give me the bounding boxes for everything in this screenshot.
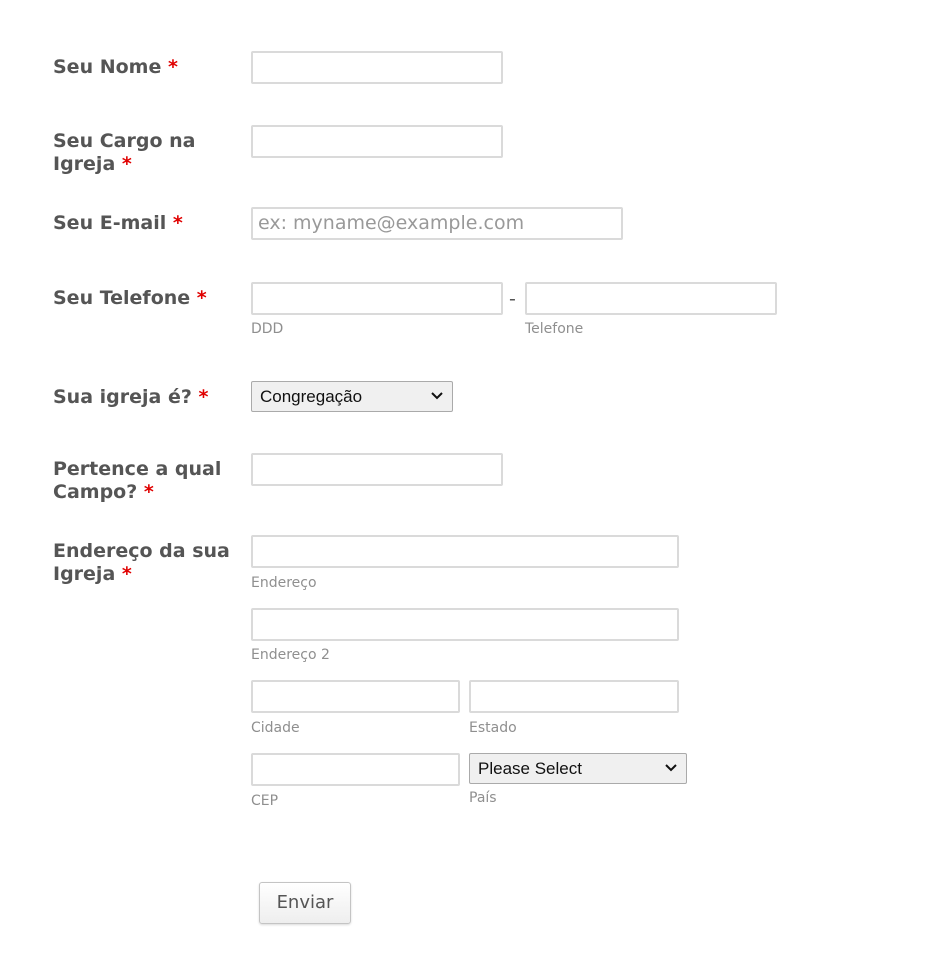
endereco-label: [53, 540, 230, 586]
endereco-label-line1: Endereço da sua: [53, 540, 230, 562]
required-marker: *: [143, 481, 154, 503]
city-input[interactable]: [251, 680, 460, 713]
required-marker: *: [121, 153, 132, 175]
telefone-label: [53, 287, 207, 310]
cargo-label-line2: Igreja: [53, 153, 116, 175]
country-select[interactable]: [469, 753, 687, 784]
nome-input[interactable]: [251, 51, 503, 84]
cargo-label: [53, 130, 195, 176]
telefone-input[interactable]: [525, 282, 777, 315]
telefone-label-text: Seu Telefone: [53, 287, 191, 309]
igreja-select-value: Congregação: [260, 387, 363, 406]
country-select-value: Please Select: [478, 759, 582, 778]
campo-input[interactable]: [251, 453, 503, 486]
address2-input[interactable]: [251, 608, 679, 641]
state-sublabel: Estado: [469, 720, 517, 736]
address-sublabel: Endereço: [251, 575, 317, 591]
required-marker: *: [198, 386, 209, 408]
address2-sublabel: Endereço 2: [251, 647, 330, 663]
state-input[interactable]: [469, 680, 679, 713]
city-sublabel: Cidade: [251, 720, 300, 736]
ddd-sublabel: DDD: [251, 321, 284, 337]
country-sublabel: País: [469, 790, 497, 806]
campo-label: [53, 458, 221, 504]
zip-sublabel: CEP: [251, 793, 279, 809]
required-marker: *: [121, 563, 132, 585]
campo-label-line2: Campo?: [53, 481, 138, 503]
ddd-input[interactable]: [251, 282, 503, 315]
chevron-down-icon: [431, 392, 443, 400]
phone-separator: -: [509, 288, 516, 310]
telefone-sublabel: Telefone: [525, 321, 584, 337]
campo-label-line1: Pertence a qual: [53, 458, 222, 480]
chevron-down-icon: [665, 764, 677, 772]
igreja-select[interactable]: [251, 381, 453, 412]
email-label: [53, 212, 183, 235]
igreja-label: [53, 386, 208, 409]
required-marker: *: [172, 212, 183, 234]
igreja-label-text: Sua igreja é?: [53, 386, 192, 408]
nome-label-text: Seu Nome: [53, 56, 162, 78]
address-input[interactable]: [251, 535, 679, 568]
email-input[interactable]: [251, 207, 623, 240]
cargo-label-line1: Seu Cargo na: [53, 130, 196, 152]
required-marker: *: [196, 287, 207, 309]
endereco-label-line2: Igreja: [53, 563, 116, 585]
required-marker: *: [167, 56, 178, 78]
email-placeholder: ex: myname@example.com: [258, 212, 525, 234]
submit-button[interactable]: Enviar: [259, 882, 351, 924]
cargo-input[interactable]: [251, 125, 503, 158]
nome-label: [53, 56, 178, 79]
zip-input[interactable]: [251, 753, 460, 786]
email-label-text: Seu E-mail: [53, 212, 167, 234]
